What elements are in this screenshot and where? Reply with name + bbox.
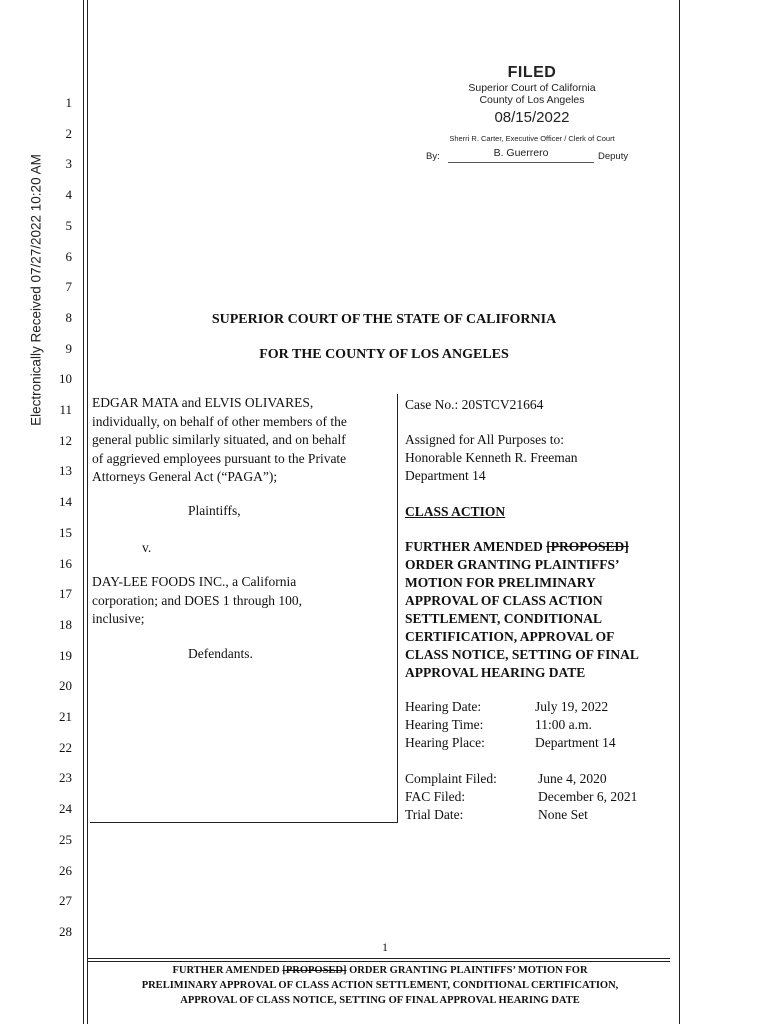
document-title-line: SETTLEMENT, CONDITIONAL bbox=[405, 611, 603, 626]
trial-date-row bbox=[405, 806, 588, 824]
document-title-line: CERTIFICATION, APPROVAL OF bbox=[405, 629, 615, 644]
caption-divider-horizontal bbox=[90, 822, 398, 823]
defendants-label: Defendants. bbox=[188, 646, 253, 661]
filed-date: 08/15/2022 bbox=[494, 109, 570, 126]
line-number: 15 bbox=[59, 524, 72, 540]
line-number: 18 bbox=[59, 616, 72, 632]
document-title bbox=[405, 538, 675, 682]
fac-filed-row bbox=[405, 788, 638, 806]
filed-by-line bbox=[420, 147, 644, 165]
document-title-line: ORDER GRANTING PLAINTIFFS’ bbox=[405, 557, 620, 572]
footer-title bbox=[90, 963, 670, 1008]
line-number: 20 bbox=[59, 678, 72, 694]
hearing-time-value: 11:00 a.m. bbox=[535, 717, 592, 732]
title-struck-proposed: [PROPOSED] bbox=[546, 539, 629, 554]
line-number: 13 bbox=[59, 463, 72, 479]
line-number: 28 bbox=[59, 923, 72, 939]
hearing-date-value: July 19, 2022 bbox=[535, 699, 609, 714]
line-number: 21 bbox=[59, 709, 72, 724]
fac-filed-value: December 6, 2021 bbox=[538, 789, 638, 804]
hearing-place-row bbox=[405, 734, 616, 752]
defendants-line: corporation; and DOES 1 through 100, bbox=[92, 592, 302, 608]
plaintiffs-line: Attorneys General Act (“PAGA”); bbox=[92, 469, 278, 484]
defendants-line: DAY-LEE FOODS INC., a California bbox=[92, 574, 297, 589]
signature-line bbox=[448, 162, 594, 163]
deputy-name: B. Guerrero bbox=[493, 147, 549, 159]
by-label: By: bbox=[426, 151, 440, 162]
line-number: 5 bbox=[65, 217, 72, 233]
line-number: 10 bbox=[59, 371, 72, 387]
line-number: 27 bbox=[59, 893, 72, 909]
plaintiffs-line: individually, on behalf of other members of the bbox=[92, 413, 347, 429]
footer-rest: ORDER GRANTING PLAINTIFFS’ MOTION FOR bbox=[346, 965, 588, 976]
hearing-time-row bbox=[405, 716, 592, 734]
filed-stamp bbox=[420, 64, 644, 165]
line-number: 26 bbox=[59, 862, 72, 878]
footer-rule bbox=[88, 958, 670, 959]
filed-county: County of Los Angeles bbox=[479, 94, 585, 106]
title-prefix: FURTHER AMENDED bbox=[405, 539, 547, 554]
trial-date-value: None Set bbox=[538, 807, 588, 822]
line-number: 23 bbox=[59, 770, 72, 786]
line-number: 1 bbox=[65, 95, 72, 110]
electronic-receipt-text: Electronically Received 07/27/2022 10:20 AM bbox=[28, 154, 44, 426]
plaintiffs-label: Plaintiffs, bbox=[188, 503, 241, 518]
filed-officer: Sherri R. Carter, Executive Officer / Clerk of Court bbox=[449, 134, 615, 143]
assignment-line: Assigned for All Purposes to: bbox=[405, 432, 565, 447]
trial-date-label: Trial Date: bbox=[405, 807, 464, 822]
line-number: 16 bbox=[59, 555, 72, 571]
line-number: 7 bbox=[65, 279, 72, 295]
fac-filed-label: FAC Filed: bbox=[405, 789, 466, 804]
assignment-line: Honorable Kenneth R. Freeman bbox=[405, 450, 578, 465]
assignment-line: Department 14 bbox=[405, 468, 486, 483]
line-number: 12 bbox=[59, 432, 72, 448]
filed-court: Superior Court of California bbox=[468, 82, 596, 94]
footer-line: APPROVAL OF CLASS NOTICE, SETTING OF FINAL APPROVAL HEARING DATE bbox=[180, 995, 580, 1006]
line-number: 24 bbox=[59, 801, 72, 817]
line-number: 25 bbox=[59, 831, 72, 847]
complaint-filed-label: Complaint Filed: bbox=[405, 771, 497, 786]
page-number: 1 bbox=[382, 940, 388, 954]
court-county-heading: FOR THE COUNTY OF LOS ANGELES bbox=[259, 347, 509, 362]
class-action-label: CLASS ACTION bbox=[405, 504, 506, 519]
defendants-line: inclusive; bbox=[92, 611, 145, 626]
line-number: 14 bbox=[59, 494, 72, 510]
line-number: 8 bbox=[65, 309, 72, 325]
line-number: 2 bbox=[65, 125, 72, 141]
footer-prefix: FURTHER AMENDED bbox=[172, 965, 283, 976]
plaintiffs-line: EDGAR MATA and ELVIS OLIVARES, bbox=[92, 395, 314, 410]
deputy-label: Deputy bbox=[598, 151, 629, 162]
footer-line: PRELIMINARY APPROVAL OF CLASS ACTION SETTLEMENT, CONDITIONAL CERTIFICATION, bbox=[141, 980, 619, 991]
hearing-time-label: Hearing Time: bbox=[405, 717, 484, 732]
plaintiffs-block bbox=[92, 394, 392, 487]
complaint-filed-value: June 4, 2020 bbox=[538, 771, 607, 786]
line-number: 4 bbox=[65, 187, 72, 203]
document-title-line: MOTION FOR PRELIMINARY bbox=[405, 575, 596, 590]
document-title-first-line bbox=[405, 538, 675, 556]
defendants-block bbox=[92, 573, 392, 629]
filed-title: FILED bbox=[507, 64, 557, 81]
document-title-line: APPROVAL OF CLASS ACTION bbox=[405, 593, 603, 608]
right-margin-rule bbox=[679, 0, 680, 1024]
line-number: 22 bbox=[59, 739, 72, 755]
line-number: 19 bbox=[59, 647, 72, 663]
document-title-line: APPROVAL HEARING DATE bbox=[405, 665, 586, 680]
left-margin-rule-inner bbox=[87, 0, 88, 1024]
line-number: 3 bbox=[65, 156, 72, 172]
hearing-place-value: Department 14 bbox=[535, 735, 616, 750]
hearing-date-row bbox=[405, 698, 609, 716]
line-number: 11 bbox=[59, 402, 72, 417]
hearing-place-label: Hearing Place: bbox=[405, 735, 485, 750]
line-number: 17 bbox=[59, 586, 72, 602]
footer-rule-double bbox=[88, 961, 670, 962]
complaint-filed-row bbox=[405, 770, 607, 788]
plaintiffs-line: of aggrieved employees pursuant to the Private bbox=[92, 450, 347, 466]
caption-divider-vertical bbox=[397, 394, 398, 822]
plaintiffs-line: general public similarly situated, and on behalf bbox=[92, 432, 346, 447]
assignment-block bbox=[405, 431, 675, 485]
hearing-date-label: Hearing Date: bbox=[405, 699, 482, 714]
line-number: 9 bbox=[65, 340, 72, 356]
footer-struck-proposed: [PROPOSED] bbox=[282, 965, 347, 976]
footer-line bbox=[90, 963, 670, 978]
document-title-line: CLASS NOTICE, SETTING OF FINAL bbox=[405, 647, 639, 662]
left-margin-rule bbox=[83, 0, 84, 1024]
case-number: Case No.: 20STCV21664 bbox=[405, 397, 544, 412]
versus-label: v. bbox=[142, 540, 152, 555]
line-number: 6 bbox=[65, 248, 72, 264]
court-name-heading: SUPERIOR COURT OF THE STATE OF CALIFORNIA bbox=[211, 312, 557, 327]
